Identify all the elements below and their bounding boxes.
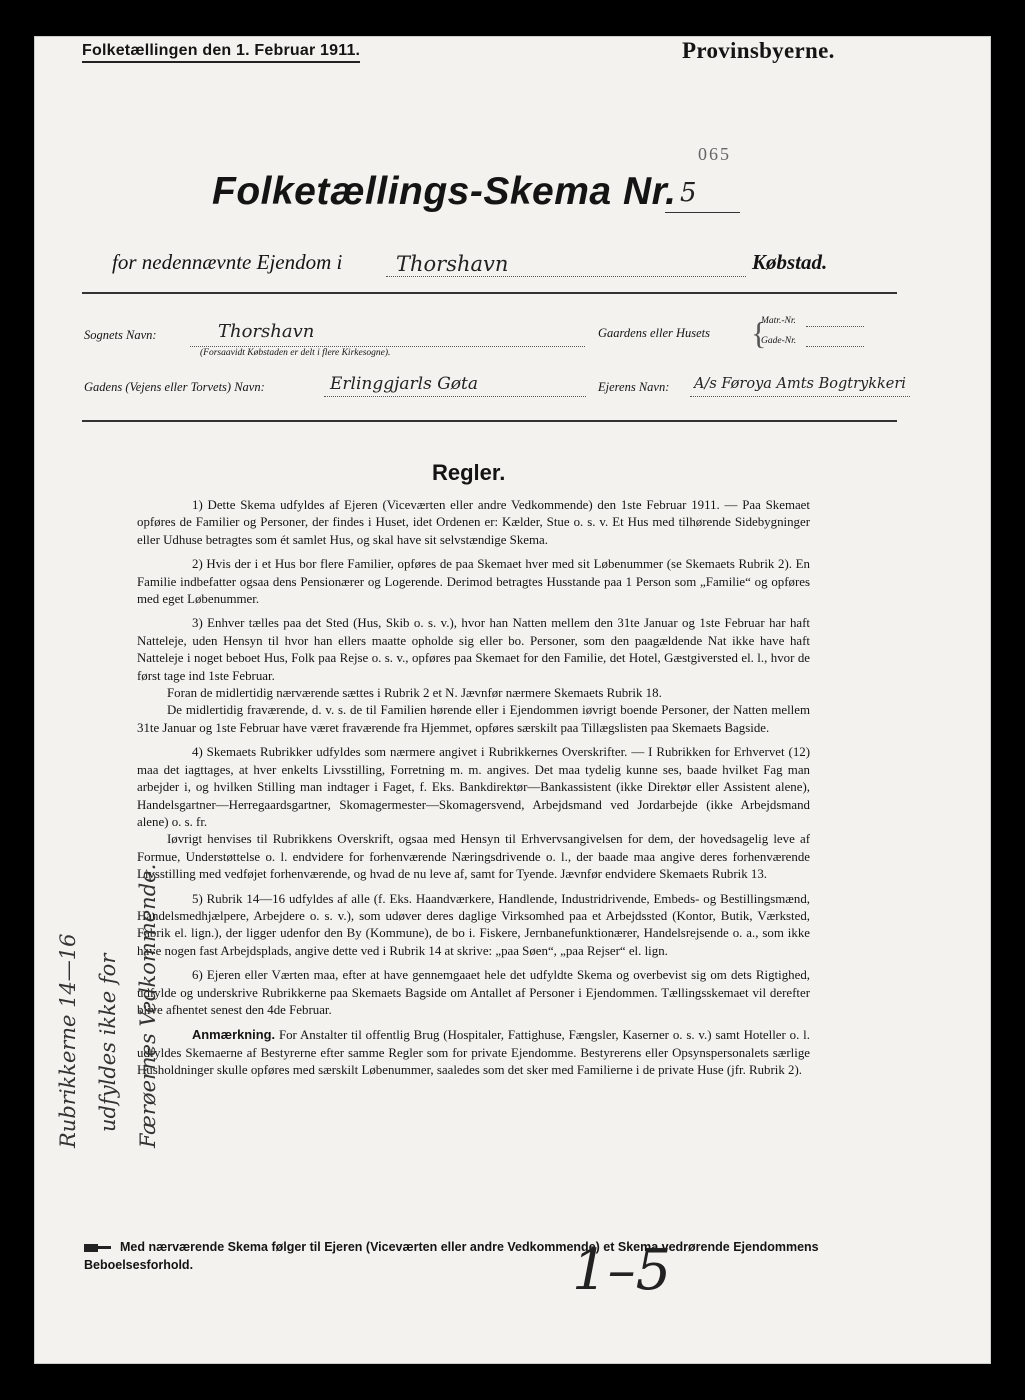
gade-line — [324, 396, 586, 397]
rule-3-note-absent: De midlertidig fraværende, d. v. s. de til Familien hørende eller i Ejendommen iøvrigt boende Personer, der Natten mellem 31te Januar og 1ste Februar have været fraværende fra Hjemmet, opføres særskilt paa Tillægslisten paa Skemaets Bagside. — [137, 703, 810, 735]
rule-4: 4) Skemaets Rubrikker udfyldes som nærmere angivet i Rubrikkernes Overskrifter. — I Rubrikken for Erhvervet (12) maa det iagttages, at hver enkelts Livsstilling, Forretning m. m. angives. Det maa tydelig kunne ses, baade hvilket Fag man arbejder i, og hvilken Stilling man indtager i Faget, f. Eks. Bankdirektør—Bankassistent (ikke Direktør eller Assistent alene), Handelsgartner—Herregaardsgartner, Skomagermester—Skomagersvend, Arbejdsmand ved Jordarbejde (ikke Arbejdsmand alene) o. s. fr. — [137, 745, 810, 829]
province-header: Provinsbyerne. — [682, 38, 835, 63]
sogn-label: Sognets Navn: — [84, 328, 157, 342]
rules-title: Regler. — [432, 460, 506, 485]
side-note-line-1: Rubrikkerne 14—16 — [56, 933, 80, 1148]
brace-icon: { — [751, 315, 767, 351]
pointing-hand-icon — [84, 1243, 112, 1253]
rule-1: 1) Dette Skema udfyldes af Ejeren (Viceværten eller andre Vedkommende) den 1ste Februar 1911. — Paa Skemaet opføres de Familier og Personer, der findes i Huset, idet Ordenen er: Kælder, Stue o. s. v. Et Hus med tilhørende Sidebygninger eller Udhuse betragtes som ét samlet Hus, og skal have sit selvstændige Skema. — [137, 498, 810, 547]
sogn-line — [190, 346, 585, 347]
town-value: Thorshavn — [396, 252, 509, 276]
footnote — [84, 1238, 854, 1274]
form-title: Folketællings-Skema Nr. — [212, 170, 677, 213]
form-number-line — [665, 212, 740, 213]
rule-3: 3) Enhver tælles paa det Sted (Hus, Skib o. s. v.), hvor han Natten mellem den 31te Januar og 1ste Februar har haft Natteleje, uden Hensyn til hvor han ellers maatte opholde sig eller bo. Personer, som den paagældende Nat ikke have haft Natteleje i noget beboet Hus, Folk paa Rejse o. s. v., opføres paa Skemaet for den Familie, det Hotel, Gæstgiversted el. l., hvor de først tage ind 1ste Februar. — [137, 616, 810, 683]
rule-5: 5) Rubrik 14—16 udfyldes af alle (f. Eks. Haandværkere, Handlende, Industridrivende, Embeds- og Bestillingsmænd, Handelsmedhjælpere, Arbejdere o. s. v.), som udøver deres daglige Virksomhed paa et Arbejdssted (Kontor, Butik, Værksted, Fabrik el. lign.), der ligger udenfor den By (Kommune), de bo i. Fiskere, Jernbanefunktionærer, Handelsrejsende o. a., som ikke have nogen fast Arbejdsplads, angive dette ved i Rubrik 14 at skrive: „paa Søen“, „paa Rejser“ el. lign. — [137, 891, 810, 958]
census-date-header: Folketællingen den 1. Februar 1911. — [82, 42, 360, 63]
ejer-line — [690, 396, 910, 397]
gade-nr-line — [806, 346, 864, 347]
subtitle-suffix: Købstad. — [752, 250, 828, 274]
anmaerkning-label: Anmærkning. — [192, 1027, 276, 1043]
side-note-line-2: udfyldes ikke for — [96, 953, 120, 1132]
rules-body — [137, 497, 810, 1087]
rule-bottom — [82, 420, 897, 422]
anmaerkning-text: For Anstalter til offentlig Brug (Hospitaler, Fattighuse, Fængsler, Kaserner o. s. v.) samt Hoteller o. l. udfyldes Skemaerne af Bestyrerne efter samme Regler som for private Ejendomme. Bestyrerens eller Opsynspersonalets særlige Husholdninger skulle opføres med særskilt Løbenummer, saaledes som det sker med Familierne i de private Huse (jfr. Rubrik 2). — [137, 1028, 810, 1078]
subtitle-prefix: for nedennævnte Ejendom i — [112, 250, 343, 274]
rule-top — [82, 292, 897, 294]
ejer-label: Ejerens Navn: — [598, 380, 670, 394]
form-number: 5 — [680, 178, 697, 208]
gade-nr-label: Gade-Nr. — [761, 336, 797, 346]
town-line — [386, 276, 746, 277]
sogn-note: (Forsaavidt Købstaden er delt i flere Kirkesogne). — [200, 348, 391, 358]
rule-2: 2) Hvis der i et Hus bor flere Familier, opføres de paa Skemaet hver med sit Løbenummer (se Skemaets Rubrik 2). En Familie indbefatter ogsaa dens Pensionærer og Logerende. Derimod betragtes Husstande paa 1 Person som „Familie“ og opføres med eget Løbenummer. — [137, 557, 810, 607]
gade-value: Erlinggjarls Gøta — [330, 374, 479, 394]
gade-label: Gadens (Vejens eller Torvets) Navn: — [84, 380, 265, 394]
rule-4-note: Iøvrigt henvises til Rubrikkens Overskrift, ogsaa med Hensyn til Erhvervsangivelsen for dem, der hovedsagelig leve af Formue, Understøttelse o. l. endvidere for forhenværende Næringsdrivende o. l., der baade maa angive deres forhenværende Livsstilling med vedføjet forhenværende, og hvad de nu leve af, samt for Tyende. Jævnfør endvidere Skemaets Rubrik 13. — [137, 832, 810, 882]
rule-6: 6) Ejeren eller Værten maa, efter at have gennemgaaet hele det udfyldte Skema og overbevist sig om dets Rigtighed, udfylde og underskrive Rubrikkerne paa Skemaets Bagside om Antallet af Personer i Ejendommen. Tællingsskemaet vil derefter blive afhentet senest den 4de Februar. — [137, 968, 810, 1017]
side-note-line-3: Færøernes Vedkommende. — [136, 863, 160, 1148]
bottom-handwritten-annotation: 1–5 — [572, 1238, 672, 1303]
sogn-value: Thorshavn — [218, 321, 315, 342]
matr-label: Matr.-Nr. — [761, 316, 796, 326]
footnote-text: Med nærværende Skema følger til Ejeren (Viceværten eller andre Vedkommende) et Skema vedrørende Ejendommens Beboelsesforhold. — [84, 1240, 819, 1272]
gaard-label: Gaardens eller Husets — [598, 326, 711, 340]
anmaerkning — [137, 1026, 810, 1079]
rule-3-note-present: Foran de midlertidig nærværende sættes i Rubrik 2 et N. Jævnfør nærmere Skemaets Rubrik 18. — [167, 686, 662, 701]
matr-line — [806, 326, 864, 327]
ejer-value: A/s Føroya Amts Bogtrykkeri — [694, 376, 906, 392]
stamp-number: 065 — [698, 144, 731, 164]
